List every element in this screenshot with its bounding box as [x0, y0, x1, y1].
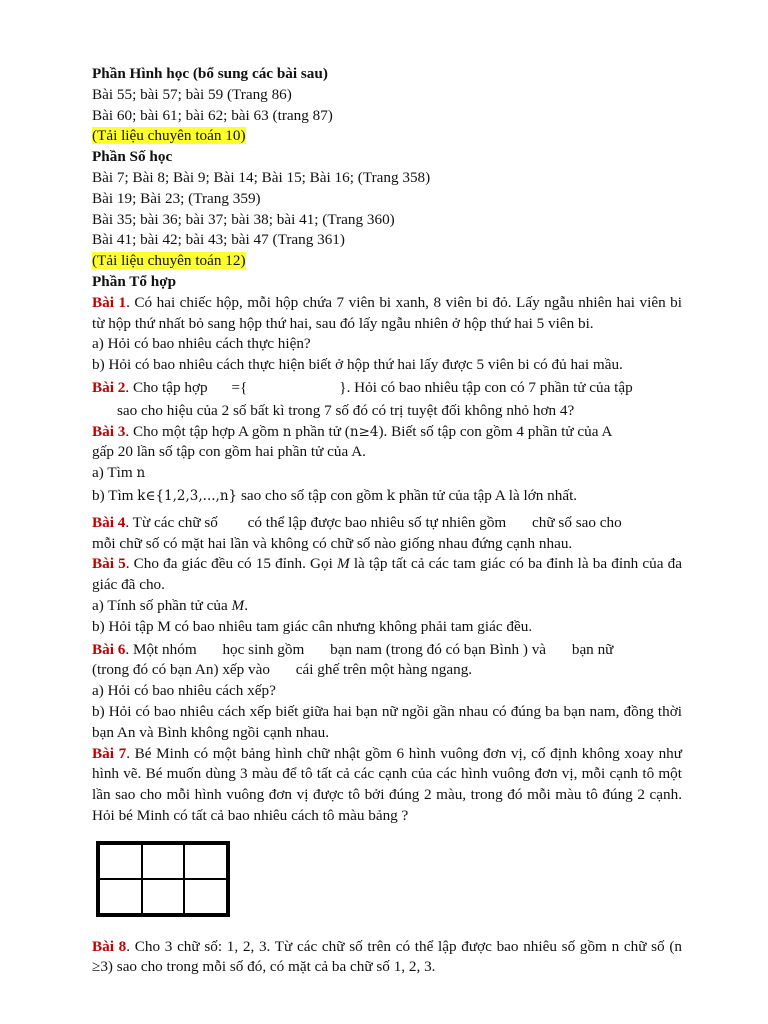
document-body: [92, 64, 682, 978]
problem-1: [92, 293, 682, 335]
problem-3-k-set: k∈{1,2,3,...,n}: [137, 487, 238, 504]
problem-6-part-b: b) Hỏi có bao nhiêu cách xếp biết giữa hai bạn nữ ngồi gần nhau có đúng ba bạn nam, đồng thời bạn An và Bình không ngồi cạnh nhau.: [92, 702, 682, 741]
problem-5: Bài 5. Cho đa giác đều có 15 đỉnh. Gọi M là tập tất cả các tam giác có ba đỉnh là ba đỉnh của đa giác đã cho.: [92, 555, 683, 594]
geometry-line-2: Bài 60; bài 61; bài 62; bài 63 (trang 87): [92, 106, 333, 124]
problem-8: [92, 937, 682, 979]
problem-7-figure: [92, 841, 682, 937]
problem-6: Bài 6. Một nhóm học sinh gồm bạn nam (trong đó có bạn Bình ) và bạn nữ: [92, 640, 614, 658]
geometry-source: (Tải liệu chuyên toán 10): [92, 127, 246, 145]
problem-1-part-b: b) Hỏi có bao nhiêu cách thực hiện biết ở hộp thứ hai lấy được 5 viên bi có đủ hai mầu.: [92, 356, 623, 374]
problem-5-part-a: a) Tính số phần tử của M.: [92, 596, 248, 614]
problem-6-label: Bài 6: [92, 640, 126, 658]
problem-8-label: Bài 8: [92, 937, 127, 955]
arithmetic-line-2: Bài 19; Bài 23; (Trang 359): [92, 189, 261, 207]
grid-cell: [142, 879, 185, 914]
problem-3-condition: n≥4: [349, 423, 379, 440]
grid-cell: [184, 844, 227, 879]
problem-4-line-2: mỗi chữ số có mặt hai lần và không có chữ số nào giống nhau đứng cạnh nhau.: [92, 534, 573, 552]
arithmetic-line-4: Bài 41; bài 42; bài 43; bài 47 (Trang 361): [92, 231, 345, 249]
problem-2-set-open: ={: [231, 378, 248, 396]
grid-cell: [142, 844, 185, 879]
rectangle-grid-figure: [96, 841, 230, 917]
arithmetic-source: (Tải liệu chuyên toán 12): [92, 252, 246, 270]
problem-8-text: . Cho 3 chữ số: 1, 2, 3. Từ các chữ số trên có thể lập được bao nhiêu số gồm n chữ số (n ≥3) sao cho trong mỗi số đó, có mặt cả ba chữ số 1, 2, 3.: [92, 937, 682, 976]
grid-cell: [99, 879, 142, 914]
problem-5-part-b: b) Hỏi tập M có bao nhiêu tam giác cân nhưng không phải tam giác đều.: [92, 617, 533, 635]
problem-7: [92, 744, 682, 827]
problem-3-part-a: a) Tìm n: [92, 464, 146, 482]
problem-4: Bài 4. Từ các chữ số có thể lập được bao nhiêu số tự nhiên gồm chữ số sao cho: [92, 513, 622, 531]
problem-2-set-close: }: [339, 378, 347, 396]
problem-6-part-a: a) Hỏi có bao nhiêu cách xếp?: [92, 682, 276, 700]
problem-1-text: . Có hai chiếc hộp, mỗi hộp chứa 7 viên bi xanh, 8 viên bi đỏ. Lấy ngẫu nhiên hai viên bi từ hộp thứ nhất bỏ sang hộp thứ hai, sau đó lấy ngẫu nhiên ở hộp thứ hai 5 viên bi.: [92, 293, 682, 332]
problem-3-part-b: b) Tìm k∈{1,2,3,...,n} sao cho số tập con gồm k phần tử của tập A là lớn nhất.: [92, 486, 578, 504]
problem-7-label: Bài 7: [92, 744, 127, 762]
grid-cell: [184, 879, 227, 914]
problem-3-n: n: [282, 423, 292, 440]
geometry-line-1: Bài 55; bài 57; bài 59 (Trang 86): [92, 85, 292, 103]
problem-2-label: Bài 2: [92, 378, 126, 396]
grid-cell: [99, 844, 142, 879]
problem-3: Bài 3. Cho một tập hợp A gồm n phần tử (n≥4). Biết số tập con gồm 4 phần tử của A: [92, 422, 613, 440]
arithmetic-heading: Phần Số học: [92, 148, 173, 166]
problem-3-label: Bài 3: [92, 422, 126, 440]
problem-2: [92, 378, 682, 399]
problem-3-line-2: gấp 20 lần số tập con gồm hai phần tử của A.: [92, 443, 366, 461]
problem-2-pre: . Cho tập hợp: [125, 378, 208, 396]
problem-5-label: Bài 5: [92, 555, 126, 573]
arithmetic-line-3: Bài 35; bài 36; bài 37; bài 38; bài 41; (Trang 360): [92, 210, 395, 228]
combinatorics-heading: Phần Tổ hợp: [92, 272, 177, 290]
problem-1-part-a: a) Hỏi có bao nhiêu cách thực hiện?: [92, 335, 311, 353]
problem-2-cont: sao cho hiệu của 2 số bất kì trong 7 số đó có trị tuyệt đối không nhỏ hơn 4?: [117, 401, 575, 419]
problem-6-line-2: (trong đó có bạn An) xếp vào cái ghế trên một hàng ngang.: [92, 661, 473, 679]
problem-7-text: . Bé Minh có một bảng hình chữ nhật gồm 6 hình vuông đơn vị, cố định không xoay như hình vẽ. Bé muốn dùng 3 màu để tô tất cả các cạnh của các hình vuông đơn vị, mỗi cạnh tô một lần sao cho mỗi hình vuông đơn vị được tô bởi đúng 2 màu, trong đó mỗi màu tô đúng 2 cạnh. Hỏi bé Minh có tất cả bao nhiêu cách tô màu bảng ?: [92, 744, 682, 824]
arithmetic-line-1: Bài 7; Bài 8; Bài 9; Bài 14; Bài 15; Bài 16; (Trang 358): [92, 168, 431, 186]
problem-2-post: . Hỏi có bao nhiêu tập con có 7 phần tử của tập: [346, 378, 633, 396]
geometry-heading: Phần Hình học (bổ sung các bài sau): [92, 65, 328, 82]
problem-1-label: Bài 1: [92, 293, 127, 311]
problem-4-label: Bài 4: [92, 513, 126, 531]
